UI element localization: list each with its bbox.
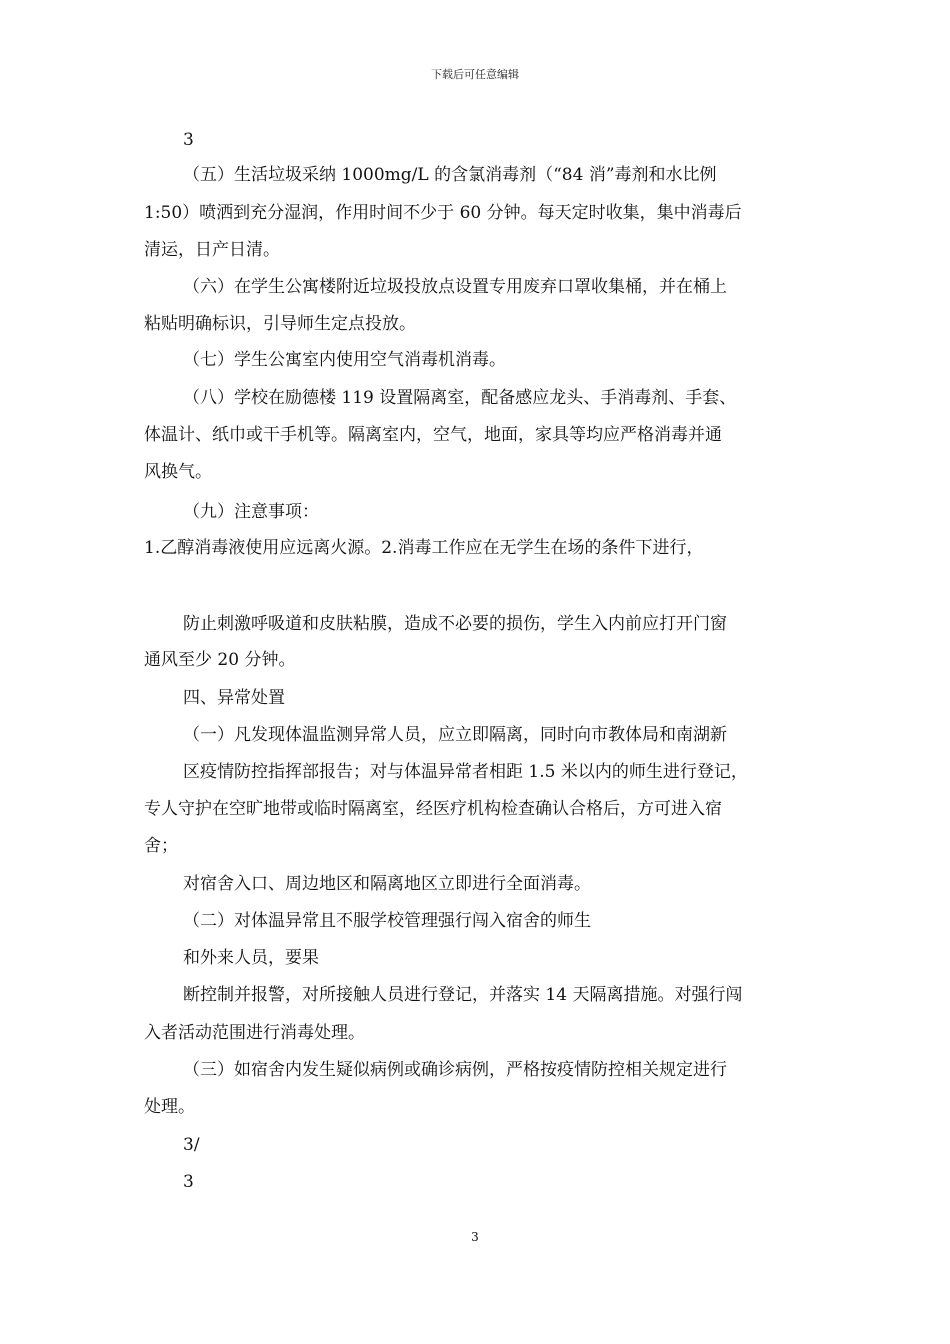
text-line: 区疫情防控指挥部报告；对与体温异常者相距 1.5 米以内的师生进行登记， — [183, 762, 748, 782]
text-line: 入者活动范围进行消毒处理。 — [144, 1023, 365, 1043]
text-line: （一）凡发现体温监测异常人员，应立即隔离，同时向市教体局和南湖新 — [183, 725, 727, 745]
page-header: 下载后可任意编辑 — [431, 68, 519, 81]
text-line: （七）学生公寓室内使用空气消毒机消毒。 — [183, 350, 506, 370]
text-line: （三）如宿舍内发生疑似病例或确诊病例，严格按疫情防控相关规定进行 — [183, 1060, 727, 1080]
text-line: 和外来人员，要果 — [183, 948, 319, 968]
section-heading: 四、异常处置 — [183, 688, 285, 708]
text-line: 1.乙醇消毒液使用应远离火源。2.消毒工作应在无学生在场的条件下进行， — [144, 538, 704, 558]
text-line: 风换气。 — [144, 462, 212, 482]
text-line: 防止刺激呼吸道和皮肤粘膜，造成不必要的损伤，学生入内前应打开门窗 — [183, 614, 727, 634]
text-line: （二）对体温异常且不服学校管理强行闯入宿舍的师生 — [183, 911, 591, 931]
text-line: 1:50）喷洒到充分湿润，作用时间不少于 60 分钟。每天定时收集，集中消毒后 — [144, 203, 742, 223]
text-line: （五）生活垃圾采纳 1000mg/L 的含氯消毒剂（“84 消”毒剂和水比例 — [183, 165, 717, 185]
text-line: （六）在学生公寓楼附近垃圾投放点设置专用废弃口罩收集桶，并在桶上 — [183, 277, 727, 297]
text-line: 专人守护在空旷地带或临时隔离室，经医疗机构检查确认合格后，方可进入宿 — [144, 799, 722, 819]
text-line: 清运，日产日清。 — [144, 240, 280, 260]
text-line: 粘贴明确标识，引导师生定点投放。 — [144, 314, 416, 334]
text-line: 舍； — [144, 836, 178, 856]
text-line: 3 — [183, 1172, 194, 1192]
text-line: 处理。 — [144, 1097, 195, 1117]
text-line: （八）学校在励德楼 119 设置隔离室，配备感应龙头、手消毒剂、手套、 — [183, 388, 737, 408]
page-number: 3 — [471, 1230, 479, 1244]
text-line: 3 — [183, 130, 194, 150]
text-line: 对宿舍入口、周边地区和隔离地区立即进行全面消毒。 — [183, 874, 591, 894]
text-line: 3/ — [183, 1135, 200, 1155]
text-line: 断控制并报警，对所接触人员进行登记，并落实 14 天隔离措施。对强行闯 — [183, 985, 743, 1005]
text-line: 通风至少 20 分钟。 — [144, 650, 296, 670]
text-line: 体温计、纸巾或干手机等。隔离室内，空气，地面，家具等均应严格消毒并通 — [144, 425, 722, 445]
text-line: （九）注意事项： — [183, 502, 319, 522]
